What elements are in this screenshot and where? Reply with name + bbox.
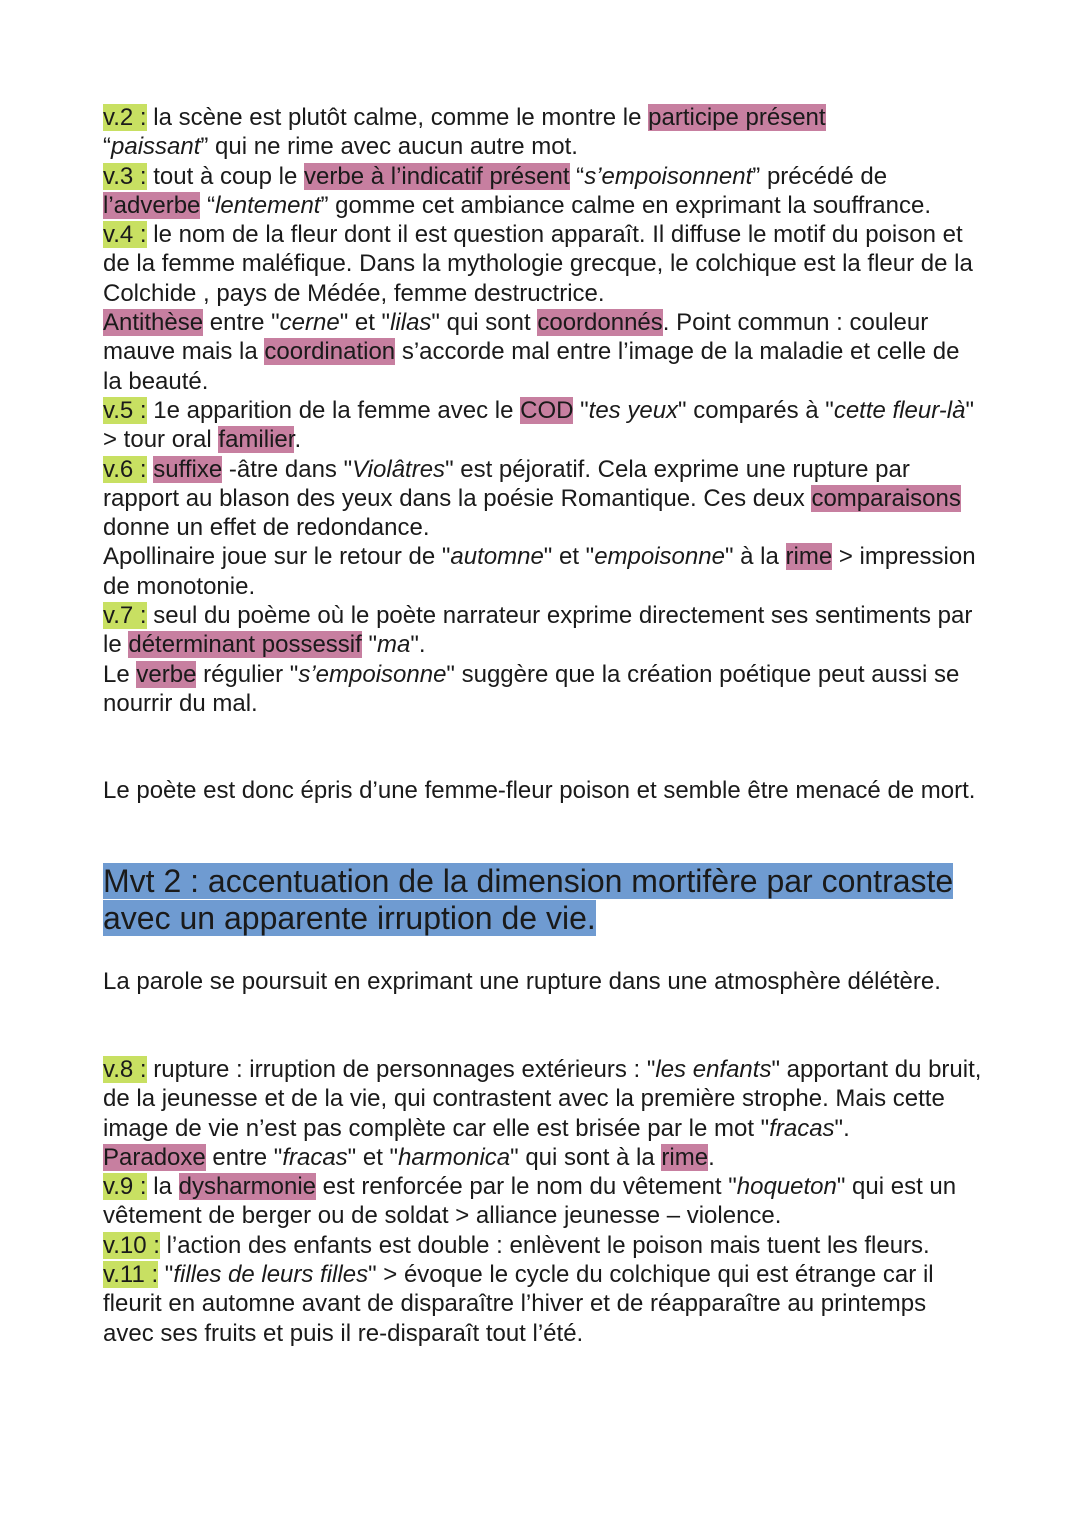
verse-note-v3: v.3 : tout à coup le verbe à l’indicatif présent “s’empoisonnent” précédé de l’adverbe “lentement” gomme cet ambiance calme en exprimant la souffrance. [103, 162, 931, 219]
quotation: filles de leurs filles [173, 1261, 369, 1289]
verse-label: v.3 : [103, 162, 147, 190]
quotation: paissant [111, 133, 201, 161]
verse-note-v2: v.2 : la scène est plutôt calme, comme le montre le participe présent “paissant” qui ne rime avec aucun autre mot. [103, 104, 826, 161]
grammar-term: Antithèse [103, 309, 204, 337]
quotation: empoisonne [594, 543, 725, 571]
verse-note-v6: v.6 : suffixe -âtre dans "Violâtres" est péjoratif. Cela exprime une rupture par rapport au blason des yeux dans la poésie Romantique. Ces deux comparaisons donne un effet de redondance. [103, 455, 961, 542]
grammar-term: rime [661, 1143, 709, 1171]
verse-label: v.8 : [103, 1056, 147, 1083]
verse-note-v8: v.8 : rupture : irruption de personnages extérieurs : "les enfants" apportant du bruit, de la jeunesse et de la vie, qui contrastent avec la première strophe. Mais cette image de vie n’est pas complète car elle est brisée par le mot "fracas". [103, 1056, 982, 1142]
verse-note-v11: v.11 : "filles de leurs filles" > évoque le cycle du colchique qui est étrange car il fleurit en automne avant de disparaître l’hiver et de réapparaître au printemps avec ses fruits et puis il re-disparaît tout l’été. [103, 1261, 934, 1347]
grammar-term: familier [218, 426, 295, 454]
quotation: s’empoisonnent [584, 162, 753, 190]
verbe-note: Le verbe régulier "s’empoisonne" suggère que la création poétique peut aussi se nourrir du mal. [103, 660, 960, 717]
verse-note-v9: v.9 : la dysharmonie est renforcée par le nom du vêtement "hoqueton" qui est un vêtement de berger ou de soldat > alliance jeunesse – violence. [103, 1173, 957, 1230]
quotation: ma [377, 631, 411, 659]
grammar-term: dysharmonie [178, 1173, 316, 1201]
grammar-term: coordonnés [537, 309, 663, 337]
verse-label: v.9 : [103, 1173, 147, 1201]
quotation: fracas [769, 1114, 835, 1142]
mvt1-analysis [103, 103, 983, 718]
verse-note-v7: v.7 : seul du poème où le poète narrateur exprime directement ses sentiments par le déterminant possessif "ma". [103, 602, 973, 659]
grammar-term: verbe à l’indicatif présent [304, 162, 570, 190]
quotation: harmonica [398, 1143, 511, 1171]
quotation: hoqueton [736, 1173, 837, 1201]
grammar-term: rime [785, 543, 833, 571]
mvt2-analysis [103, 1055, 983, 1348]
mvt2-intro [103, 967, 983, 996]
grammar-term: suffixe [153, 455, 223, 483]
verse-note-v4: v.4 : le nom de la fleur dont il est question apparaît. Il diffuse le motif du poison et de la femme maléfique. Dans la mythologie grecque, le colchique est la fleur de la Colchide , pays de Médée, femme destructrice. [103, 221, 973, 307]
mvt1-conclusion [103, 776, 983, 805]
quotation: s’empoisonne [298, 660, 447, 688]
verse-label: v.7 : [103, 602, 147, 630]
antithese-note: Antithèse entre "cerne" et "lilas" qui sont coordonnés. Point commun : couleur mauve mais la coordination s’accorde mal entre l’image de la maladie et celle de la beauté. [103, 309, 960, 395]
paradoxe-note: Paradoxe entre "fracas" et "harmonica" qui sont à la rime. [103, 1143, 715, 1171]
intro-text: La parole se poursuit en exprimant une rupture dans une atmosphère délétère. [103, 968, 941, 995]
quotation: cerne [279, 309, 340, 337]
verse-label: v.10 : [103, 1231, 160, 1259]
grammar-term: COD [520, 396, 574, 424]
verse-label: v.4 : [103, 221, 147, 249]
verse-label: v.5 : [103, 396, 147, 424]
quotation: automne [450, 543, 544, 571]
grammar-term: participe présent [648, 104, 826, 131]
section-heading-mvt2 [103, 863, 983, 937]
grammar-term: l’adverbe [103, 191, 201, 219]
quotation: lentement [215, 191, 321, 219]
grammar-term: comparaisons [811, 484, 961, 512]
conclusion-text: Le poète est donc épris d’une femme-fleur poison et semble être menacé de mort. [103, 777, 976, 804]
heading-line-1: Mvt 2 : accentuation de la dimension mortifère par contraste [103, 863, 954, 899]
quotation: cette fleur-là [833, 396, 966, 424]
verse-label: v.6 : [103, 455, 147, 483]
grammar-term: déterminant possessif [128, 631, 362, 659]
verse-label: v.2 : [103, 104, 147, 131]
verse-label: v.11 : [103, 1261, 159, 1289]
grammar-term: verbe [136, 660, 197, 688]
quotation: tes yeux [588, 396, 679, 424]
heading-line-2: avec un apparente irruption de vie. [103, 900, 596, 936]
quotation: lilas [390, 309, 432, 337]
quotation: les enfants [655, 1056, 772, 1083]
grammar-term: Paradoxe [103, 1143, 206, 1171]
verse-note-v5: v.5 : 1e apparition de la femme avec le COD "tes yeux" comparés à "cette fleur-là" > tour oral familier. [103, 396, 974, 454]
apollinaire-note: Apollinaire joue sur le retour de "automne" et "empoisonne" à la rime > impression de monotonie. [103, 543, 976, 600]
quotation: fracas [282, 1143, 348, 1171]
verse-note-v10: v.10 : l’action des enfants est double : enlèvent le poison mais tuent les fleurs. [103, 1231, 930, 1259]
grammar-term: coordination [264, 338, 396, 366]
quotation: Violâtres [352, 455, 446, 483]
